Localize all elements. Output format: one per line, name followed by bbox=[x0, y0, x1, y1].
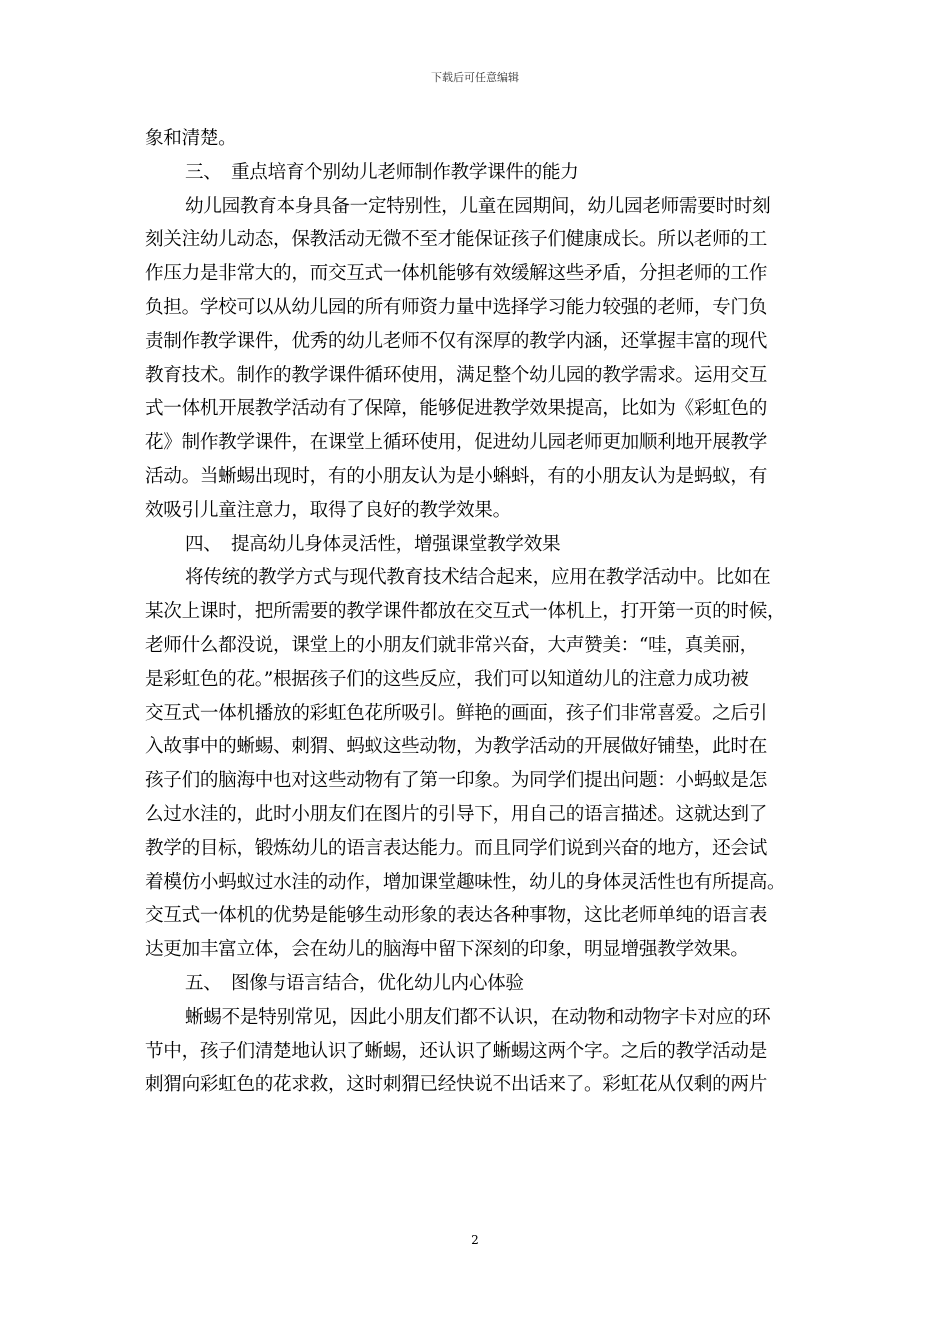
text-line: 象和清楚。 bbox=[145, 128, 237, 149]
text-line: 教育技术。制作的教学课件循环使用，满足整个幼儿园的教学需求。运用交互 bbox=[145, 364, 767, 386]
text-line: 刺猬向彩虹色的花求救，这时刺猬已经快说不出话来了。彩虹花从仅剩的两片 bbox=[145, 1074, 767, 1096]
text-line: 么过水洼的，此时小朋友们在图片的引导下，用自己的语言描述。这就达到了 bbox=[145, 803, 767, 825]
body-text bbox=[145, 122, 817, 1102]
page-header: 下载后可任意编辑 bbox=[431, 71, 519, 84]
text-line: 将传统的教学方式与现代教育技术结合起来，应用在教学活动中。比如在 bbox=[185, 567, 771, 589]
text-line: 花》制作教学课件，在课堂上循环使用，促进幼儿园老师更加顺利地开展教学 bbox=[145, 432, 767, 454]
text-line: 孩子们的脑海中也对这些动物有了第一印象。为同学们提出问题：小蚂蚁是怎 bbox=[145, 770, 767, 792]
text-line: 是彩虹色的花。”根据孩子们的这些反应，我们可以知道幼儿的注意力成功被 bbox=[145, 668, 749, 690]
text-line: 入故事中的蜥蜴、刺猬、蚂蚁这些动物，为教学活动的开展做好铺垫，此时在 bbox=[145, 736, 767, 758]
text-line: 某次上课时，把所需要的教学课件都放在交互式一体机上，打开第一页的时候， bbox=[145, 601, 786, 623]
section-heading bbox=[145, 528, 817, 562]
section-number: 三、 bbox=[185, 161, 222, 183]
text-line: 教学的目标，锻炼幼儿的语言表达能力。而且同学们说到兴奋的地方，还会试 bbox=[145, 837, 767, 859]
text-line: 着模仿小蚂蚁过水洼的动作，增加课堂趣味性，幼儿的身体灵活性也有所提高。 bbox=[145, 871, 786, 893]
text-line: 式一体机开展教学活动有了保障，能够促进教学效果提高，比如为《彩虹色的 bbox=[145, 398, 767, 420]
text-line: 效吸引儿童注意力，取得了良好的教学效果。 bbox=[145, 499, 511, 521]
text-line: 老师什么都没说，课堂上的小朋友们就非常兴奋，大声赞美：“哇，真美丽， bbox=[145, 634, 758, 656]
text-line: 刻关注幼儿动态，保教活动无微不至才能保证孩子们健康成长。所以老师的工 bbox=[145, 229, 767, 251]
text-line: 幼儿园教育本身具备一定特别性，儿童在园期间，幼儿园老师需要时时刻 bbox=[185, 195, 771, 217]
text-line: 达更加丰富立体，会在幼儿的脑海中留下深刻的印象，明显增强教学效果。 bbox=[145, 939, 749, 961]
text-line: 交互式一体机的优势是能够生动形象的表达各种事物，这比老师单纯的语言表 bbox=[145, 905, 767, 927]
text-line: 负担。学校可以从幼儿园的所有师资力量中选择学习能力较强的老师，专门负 bbox=[145, 296, 767, 318]
text-line: 交互式一体机播放的彩虹色花所吸引。鲜艳的画面，孩子们非常喜爱。之后引 bbox=[145, 702, 767, 724]
section-number: 五、 bbox=[185, 972, 222, 994]
section-title: 图像与语言结合，优化幼儿内心体验 bbox=[231, 972, 524, 994]
text-line: 蜥蜴不是特别常见，因此小朋友们都不认识，在动物和动物字卡对应的环 bbox=[185, 1006, 771, 1028]
section-title: 提高幼儿身体灵活性，增强课堂教学效果 bbox=[231, 533, 561, 555]
page-number: 2 bbox=[471, 1233, 479, 1247]
section-heading bbox=[145, 156, 817, 190]
text-line: 节中，孩子们清楚地认识了蜥蜴，还认识了蜥蜴这两个字。之后的教学活动是 bbox=[145, 1040, 767, 1062]
text-line: 作压力是非常大的，而交互式一体机能够有效缓解这些矛盾，分担老师的工作 bbox=[145, 263, 767, 285]
section-title: 重点培育个别幼儿老师制作教学课件的能力 bbox=[231, 161, 579, 183]
section-number: 四、 bbox=[185, 533, 222, 555]
text-line: 责制作教学课件，优秀的幼儿老师不仅有深厚的教学内涵，还掌握丰富的现代 bbox=[145, 330, 767, 352]
text-line: 活动。当蜥蜴出现时，有的小朋友认为是小蝌蚪，有的小朋友认为是蚂蚁，有 bbox=[145, 465, 767, 487]
section-heading bbox=[145, 967, 817, 1001]
